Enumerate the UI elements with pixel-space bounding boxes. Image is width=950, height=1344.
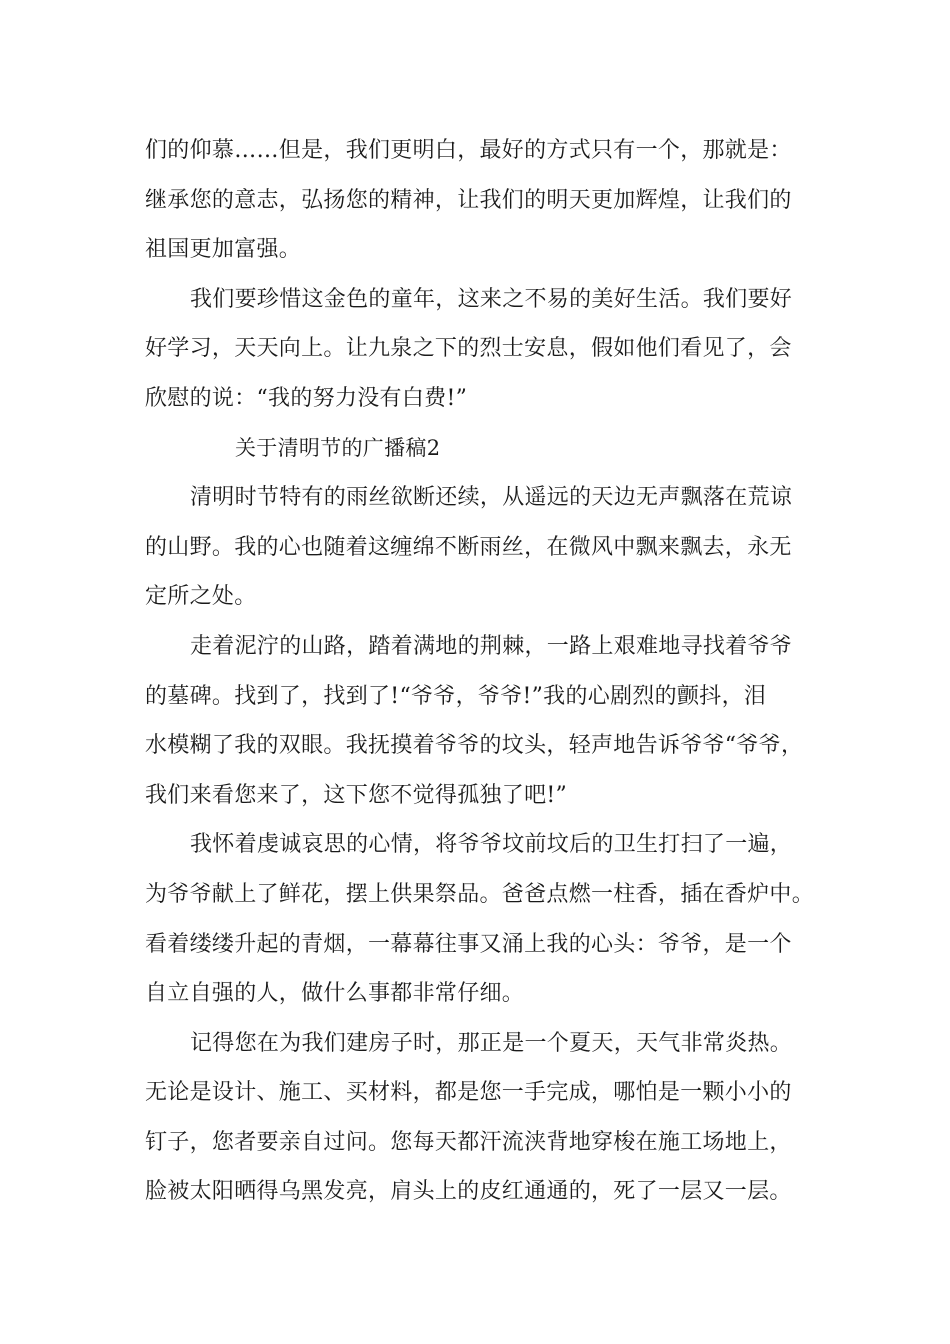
text-line: 无论是设计、施工、买材料，都是您一手完成，哪怕是一颗小小的 — [145, 1080, 792, 1106]
text-line: 的山野。我的心也随着这缠绵不断雨丝，在微风中飘来飘去，永无 — [145, 534, 792, 560]
paragraph-first-line: 记得您在为我们建房子时，那正是一个夏天，天气非常炎热。 — [190, 1030, 793, 1056]
text-line: 脸被太阳晒得乌黑发亮，肩头上的皮红通通的，死了一层又一层。 — [145, 1179, 792, 1205]
text-line: 继承您的意志，弘扬您的精神，让我们的明天更加辉煌，让我们的 — [145, 187, 792, 213]
paragraph-first-line: 走着泥泞的山路，踏着满地的荆棘，一路上艰难地寻找着爷爷 — [190, 633, 793, 659]
document-body — [145, 126, 830, 1217]
text-line: 好学习，天天向上。让九泉之下的烈士安息，假如他们看见了，会 — [145, 336, 792, 362]
section-heading: 关于清明节的广播稿2 — [235, 435, 441, 460]
text-line: 的墓碑。找到了，找到了!“爷爷，爷爷!”我的心剧烈的颤抖，泪 — [145, 683, 767, 709]
text-line: 定所之处。 — [145, 584, 257, 610]
text-line: 自立自强的人，做什么事都非常仔细。 — [145, 981, 525, 1007]
paragraph-first-line: 我怀着虔诚哀思的心情，将爷爷坟前坟后的卫生打扫了一遍， — [190, 832, 793, 858]
text-line: 们的仰慕……但是，我们更明白，最好的方式只有一个，那就是： — [145, 138, 792, 163]
text-line: 钉子，您者要亲自过问。您每天都汗流浃背地穿梭在施工场地上， — [145, 1129, 792, 1155]
paragraph-first-line: 清明时节特有的雨丝欲断还续，从遥远的天边无声飘落在荒谅 — [190, 485, 793, 511]
text-line: 为爷爷献上了鲜花，摆上供果祭品。爸爸点燃一柱香，插在香炉中。 — [145, 881, 815, 907]
text-line: 水模糊了我的双眼。我抚摸着爷爷的坟头，轻声地告诉爷爷“爷爷， — [145, 733, 804, 759]
text-line: 看着缕缕升起的青烟，一幕幕往事又涌上我的心头：爷爷，是一个 — [145, 931, 792, 957]
text-line: 祖国更加富强。 — [145, 237, 302, 263]
paragraph-first-line: 我们要珍惜这金色的童年，这来之不易的美好生活。我们要好 — [190, 286, 793, 312]
text-line: 欣慰的说：“我的努力没有白费!” — [145, 385, 468, 411]
text-line: 我们来看您来了，这下您不觉得孤独了吧!” — [145, 782, 568, 808]
